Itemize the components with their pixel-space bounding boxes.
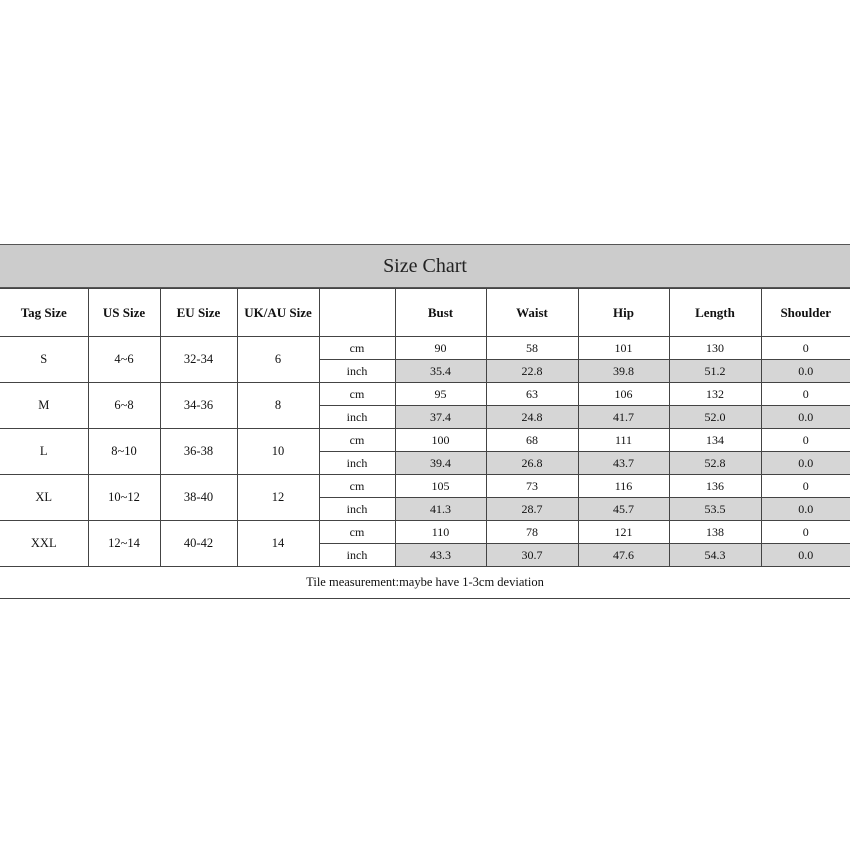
uk-au-size-cell: 14 [237, 521, 319, 567]
uk-au-size-cell: 6 [237, 337, 319, 383]
bust-cm-cell: 95 [395, 383, 486, 406]
shoulder-cm-cell: 0 [761, 337, 850, 360]
shoulder-inch-cell: 0.0 [761, 360, 850, 383]
us-size-cell: 10~12 [88, 475, 160, 521]
waist-inch-cell: 26.8 [486, 452, 578, 475]
hip-inch-cell: 43.7 [578, 452, 669, 475]
waist-cm-cell: 73 [486, 475, 578, 498]
unit-inch-cell: inch [319, 544, 395, 567]
eu-size-cell: 40-42 [160, 521, 237, 567]
hip-cm-cell: 106 [578, 383, 669, 406]
header-row [0, 289, 850, 337]
unit-cm-cell: cm [319, 429, 395, 452]
unit-cm-cell: cm [319, 383, 395, 406]
shoulder-inch-cell: 0.0 [761, 544, 850, 567]
table-row [0, 475, 850, 498]
shoulder-inch-cell: 0.0 [761, 406, 850, 429]
hip-cm-cell: 116 [578, 475, 669, 498]
bust-inch-cell: 37.4 [395, 406, 486, 429]
unit-inch-cell: inch [319, 406, 395, 429]
shoulder-cm-cell: 0 [761, 475, 850, 498]
table-row [0, 337, 850, 360]
bust-cm-cell: 105 [395, 475, 486, 498]
tag-size-cell: S [0, 337, 88, 383]
table-row [0, 383, 850, 406]
uk-au-size-cell: 12 [237, 475, 319, 521]
table-row [0, 429, 850, 452]
hip-inch-cell: 45.7 [578, 498, 669, 521]
header-us-size: US Size [88, 289, 160, 337]
header-hip: Hip [578, 289, 669, 337]
eu-size-cell: 34-36 [160, 383, 237, 429]
header-eu-size: EU Size [160, 289, 237, 337]
waist-cm-cell: 78 [486, 521, 578, 544]
uk-au-size-cell: 8 [237, 383, 319, 429]
bust-inch-cell: 35.4 [395, 360, 486, 383]
unit-cm-cell: cm [319, 475, 395, 498]
tag-size-cell: XXL [0, 521, 88, 567]
eu-size-cell: 36-38 [160, 429, 237, 475]
unit-inch-cell: inch [319, 498, 395, 521]
us-size-cell: 8~10 [88, 429, 160, 475]
unit-inch-cell: inch [319, 360, 395, 383]
length-inch-cell: 51.2 [669, 360, 761, 383]
tag-size-cell: XL [0, 475, 88, 521]
length-cm-cell: 134 [669, 429, 761, 452]
shoulder-cm-cell: 0 [761, 521, 850, 544]
unit-cm-cell: cm [319, 337, 395, 360]
header-waist: Waist [486, 289, 578, 337]
tag-size-cell: L [0, 429, 88, 475]
us-size-cell: 4~6 [88, 337, 160, 383]
header-length: Length [669, 289, 761, 337]
unit-cm-cell: cm [319, 521, 395, 544]
us-size-cell: 6~8 [88, 383, 160, 429]
us-size-cell: 12~14 [88, 521, 160, 567]
waist-inch-cell: 22.8 [486, 360, 578, 383]
bust-inch-cell: 43.3 [395, 544, 486, 567]
header-uk-au-size: UK/AU Size [237, 289, 319, 337]
hip-inch-cell: 39.8 [578, 360, 669, 383]
hip-inch-cell: 41.7 [578, 406, 669, 429]
shoulder-inch-cell: 0.0 [761, 498, 850, 521]
shoulder-cm-cell: 0 [761, 429, 850, 452]
length-inch-cell: 52.8 [669, 452, 761, 475]
table-row [0, 521, 850, 544]
hip-cm-cell: 111 [578, 429, 669, 452]
length-inch-cell: 54.3 [669, 544, 761, 567]
chart-title: Size Chart [0, 244, 850, 288]
tag-size-cell: M [0, 383, 88, 429]
hip-cm-cell: 121 [578, 521, 669, 544]
waist-inch-cell: 30.7 [486, 544, 578, 567]
bust-inch-cell: 41.3 [395, 498, 486, 521]
hip-cm-cell: 101 [578, 337, 669, 360]
shoulder-cm-cell: 0 [761, 383, 850, 406]
header-unit [319, 289, 395, 337]
length-inch-cell: 53.5 [669, 498, 761, 521]
bust-inch-cell: 39.4 [395, 452, 486, 475]
header-tag-size: Tag Size [0, 289, 88, 337]
length-inch-cell: 52.0 [669, 406, 761, 429]
length-cm-cell: 130 [669, 337, 761, 360]
waist-inch-cell: 28.7 [486, 498, 578, 521]
waist-cm-cell: 63 [486, 383, 578, 406]
eu-size-cell: 32-34 [160, 337, 237, 383]
waist-cm-cell: 58 [486, 337, 578, 360]
uk-au-size-cell: 10 [237, 429, 319, 475]
bust-cm-cell: 100 [395, 429, 486, 452]
bust-cm-cell: 110 [395, 521, 486, 544]
measurement-note: Tile measurement:maybe have 1-3cm deviation [0, 567, 850, 599]
length-cm-cell: 132 [669, 383, 761, 406]
size-chart [0, 244, 850, 599]
shoulder-inch-cell: 0.0 [761, 452, 850, 475]
waist-inch-cell: 24.8 [486, 406, 578, 429]
eu-size-cell: 38-40 [160, 475, 237, 521]
length-cm-cell: 138 [669, 521, 761, 544]
hip-inch-cell: 47.6 [578, 544, 669, 567]
size-table [0, 288, 850, 567]
header-bust: Bust [395, 289, 486, 337]
bust-cm-cell: 90 [395, 337, 486, 360]
unit-inch-cell: inch [319, 452, 395, 475]
header-shoulder: Shoulder [761, 289, 850, 337]
waist-cm-cell: 68 [486, 429, 578, 452]
length-cm-cell: 136 [669, 475, 761, 498]
